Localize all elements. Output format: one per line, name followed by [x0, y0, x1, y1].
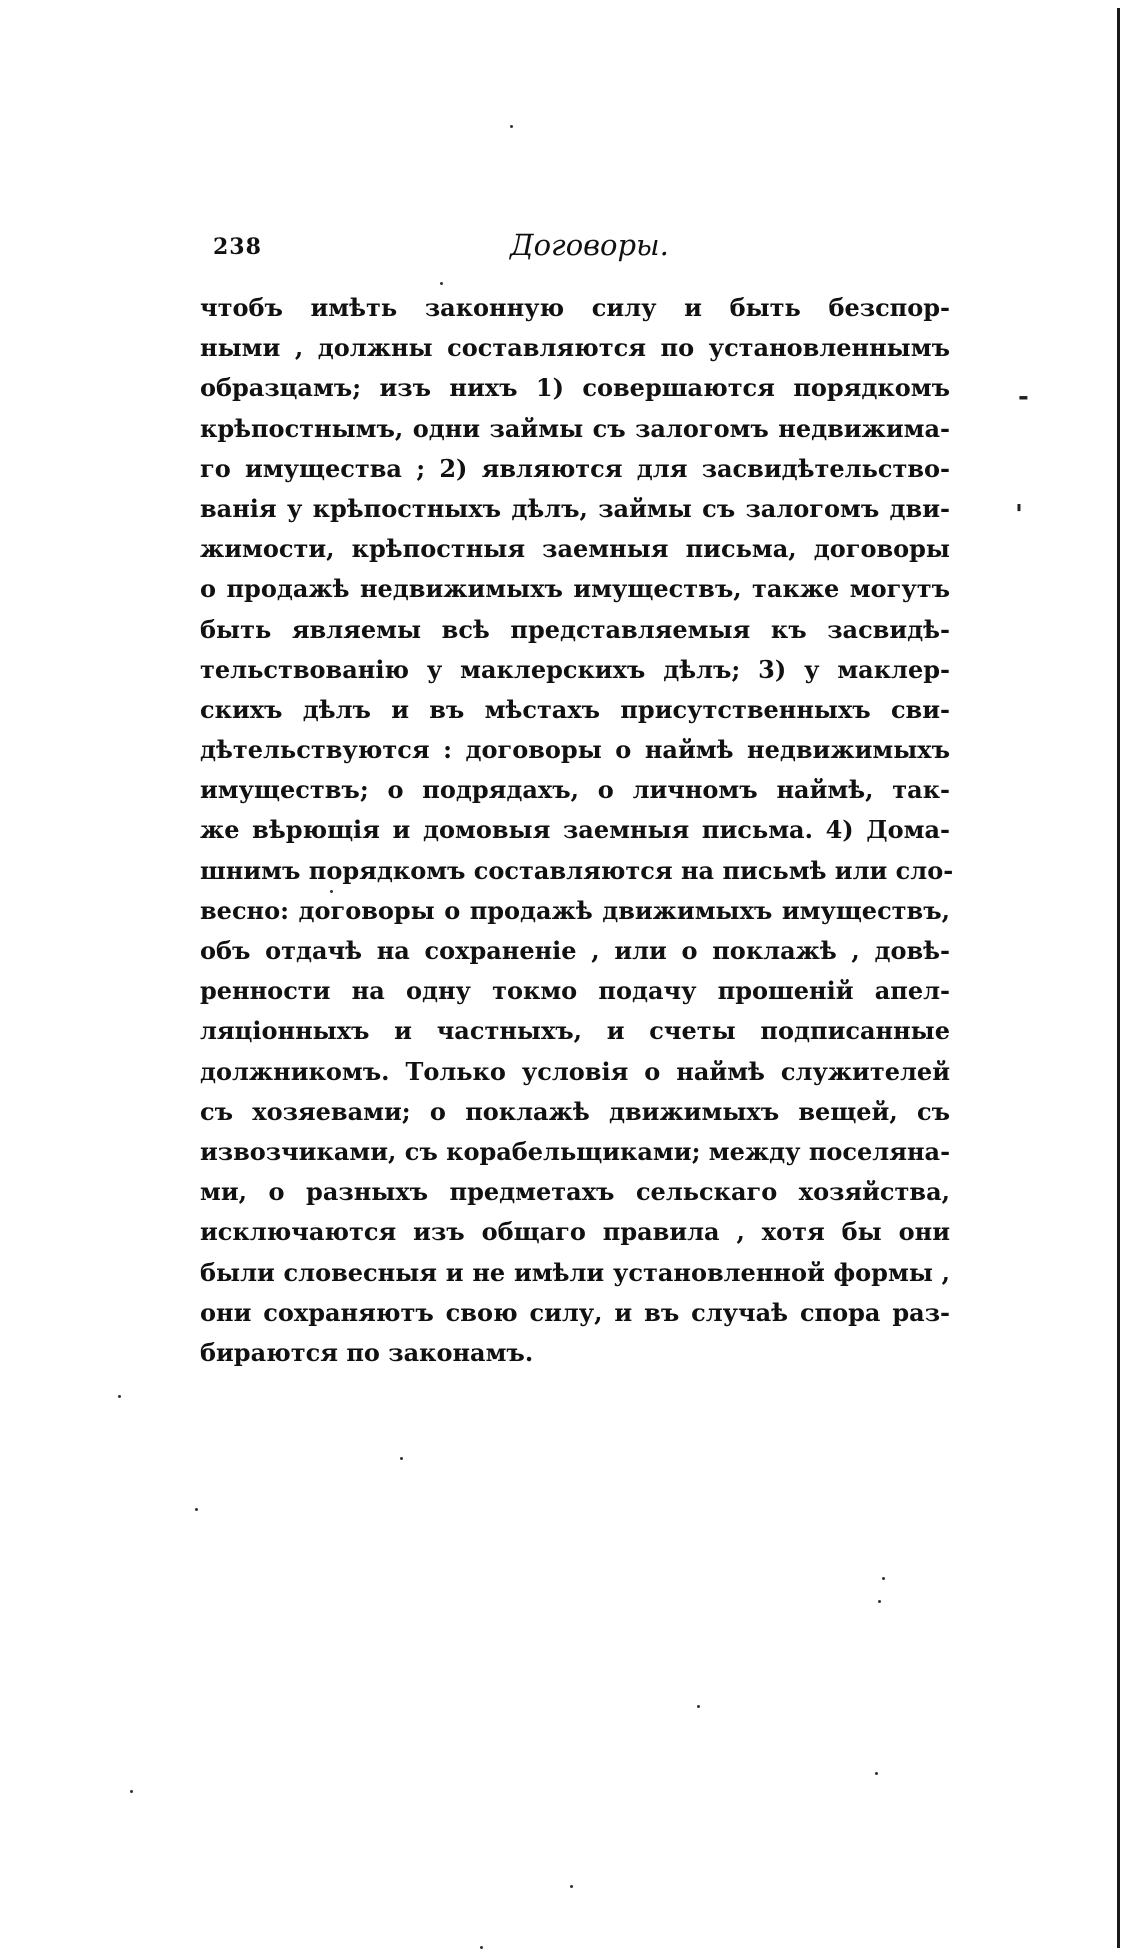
text-line: бираются по законамъ.: [200, 1337, 534, 1367]
text-line: чтобъ имѣть законную силу и быть безспор-: [200, 293, 950, 322]
scan-speck: [440, 282, 443, 285]
scan-speck: [878, 1600, 881, 1603]
page-number: 238: [213, 234, 262, 260]
margin-mark: -: [1018, 382, 1029, 412]
scan-speck: [570, 1885, 573, 1888]
text-line: о продажѣ недвижимыхъ имуществъ, также могутъ: [200, 574, 950, 604]
text-line: скихъ дѣлъ и въ мѣстахъ присутственныхъ сви-: [200, 694, 950, 724]
text-line: ми, о разныхъ предметахъ сельскаго хозяйства,: [200, 1177, 950, 1207]
scan-speck: [882, 1577, 885, 1580]
text-line: ляціонныхъ и частныхъ, и счеты подписанные: [200, 1016, 950, 1046]
page-edge-rule: [1117, 8, 1120, 1948]
text-line: го имущества ; 2) являются для засвидѣтельство-: [200, 453, 950, 483]
scan-speck: [697, 1705, 700, 1708]
margin-mark: ': [1015, 500, 1023, 530]
text-line: весно: договоры о продажѣ движимыхъ имуществъ,: [200, 895, 950, 925]
scan-speck: [400, 1457, 403, 1460]
text-line: имуществъ; о подрядахъ, о личномъ наймѣ, так-: [200, 775, 950, 805]
text-line: шнимъ порядкомъ составляются на письмѣ или сло-: [200, 855, 954, 885]
text-line: дѣтельствуются : договоры о наймѣ недвижимыхъ: [200, 735, 950, 765]
text-line: ными , должны составляются по установленнымъ: [200, 333, 950, 363]
text-line: быть являемы всѣ представляемыя къ засвидѣ-: [200, 614, 950, 644]
text-line: же вѣрющія и домовыя заемныя письма. 4) Дома-: [200, 815, 950, 845]
text-line: тельствованію у маклерскихъ дѣлъ; 3) у маклер-: [200, 654, 950, 684]
scan-speck: [195, 1508, 198, 1511]
scan-speck: [510, 125, 513, 128]
body-paragraph: [200, 288, 954, 1373]
scan-speck: [875, 1772, 878, 1775]
text-line: должникомъ. Только условія о наймѣ служителей: [200, 1056, 950, 1086]
text-line: ванія у крѣпостныхъ дѣлъ, займы съ залогомъ дви-: [200, 493, 950, 523]
text-line: исключаются изъ общаго правила , хотя бы они: [200, 1217, 950, 1247]
running-title: Договоры.: [510, 228, 669, 262]
text-line: были словесныя и не имѣли установленной формы ,: [200, 1257, 950, 1287]
scan-speck: [480, 1946, 483, 1949]
text-line: извозчиками, съ корабельщиками; между поселяна-: [200, 1136, 951, 1166]
text-line: крѣпостнымъ, одни займы съ залогомъ недвижима-: [200, 413, 950, 443]
text-line: жимости, крѣпостныя заемныя письма, договоры: [200, 534, 950, 564]
text-line: объ отдачѣ на сохраненіе , или о поклажѣ , довѣ-: [200, 936, 950, 965]
text-line: ренности на одну токмо подачу прошеній апел-: [200, 976, 950, 1006]
scan-speck: [118, 1395, 121, 1398]
text-line: они сохраняютъ свою силу, и въ случаѣ спора раз-: [200, 1297, 950, 1327]
text-line: образцамъ; изъ нихъ 1) совершаются порядкомъ: [200, 373, 950, 403]
scan-speck: [330, 890, 333, 893]
scan-speck: [130, 1790, 133, 1793]
text-line: съ хозяевами; о поклажѣ движимыхъ вещей, съ: [200, 1096, 950, 1126]
